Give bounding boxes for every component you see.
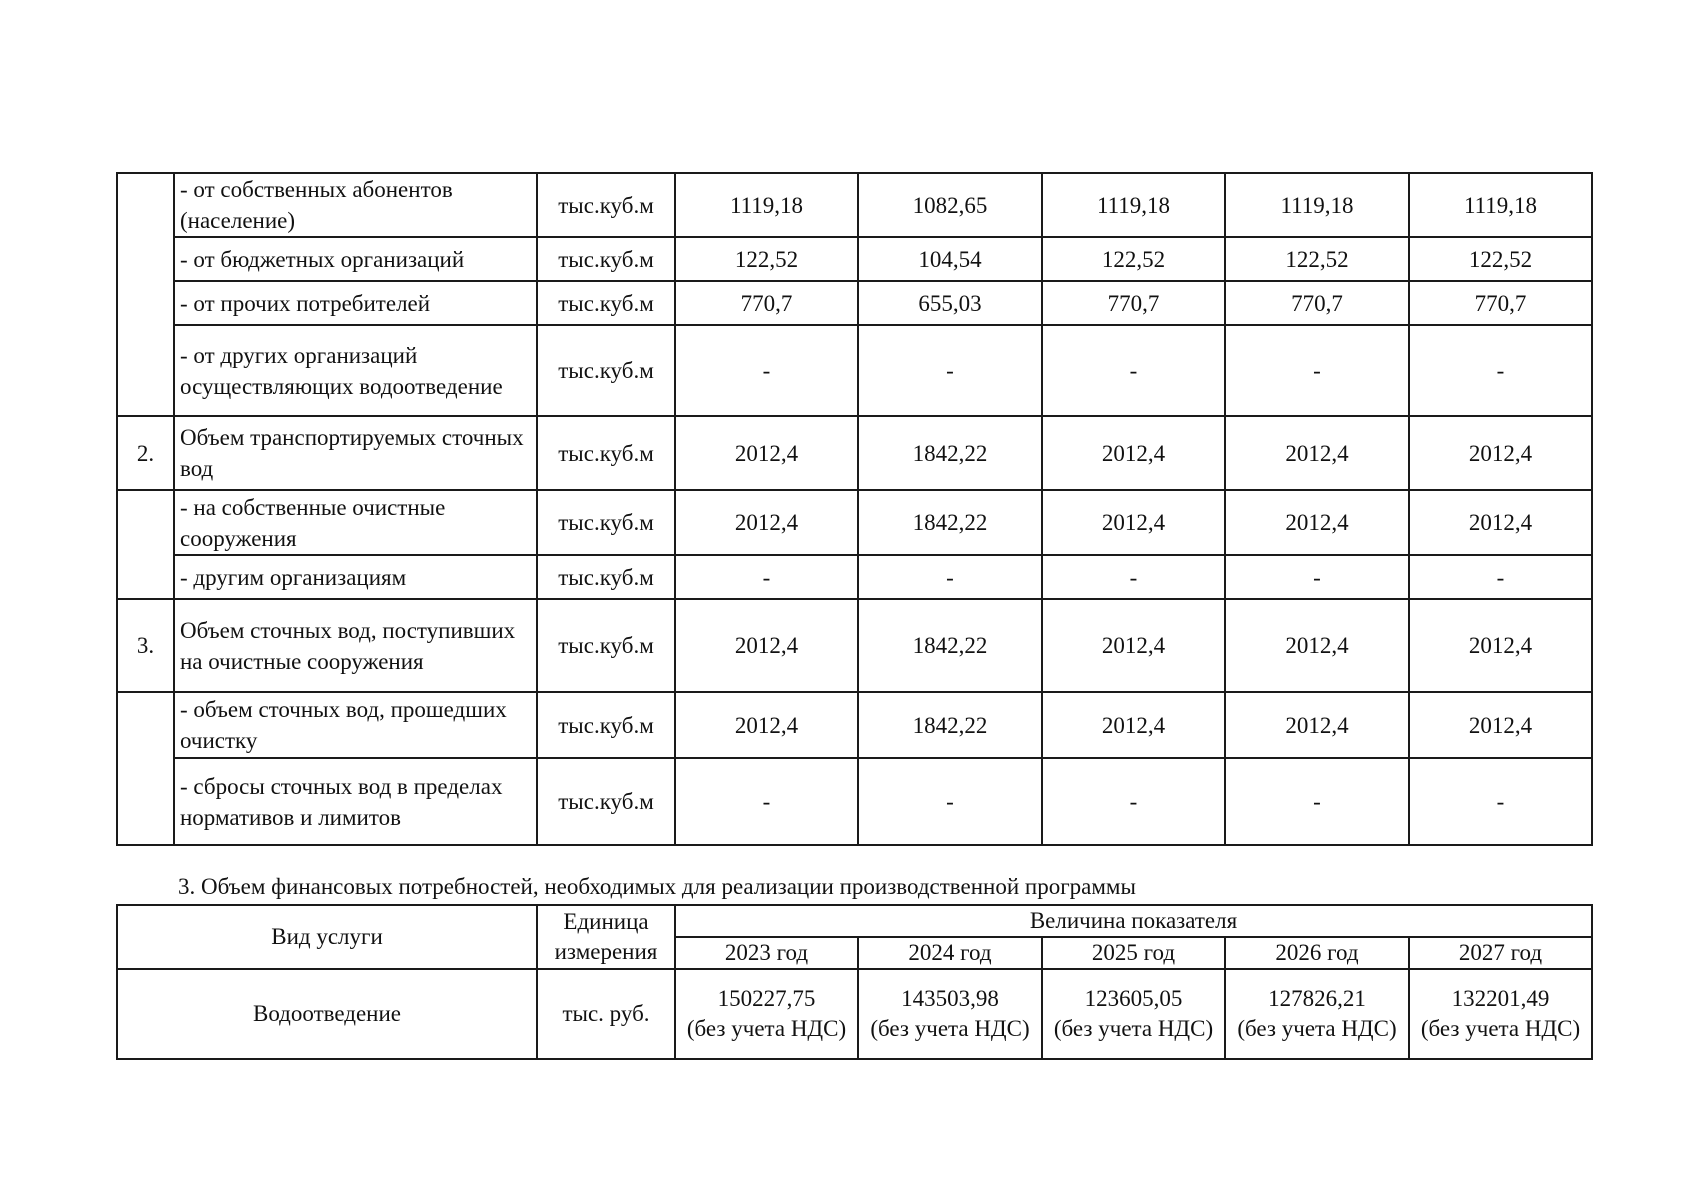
row-label: - от собственных абонентов (население): [174, 173, 537, 237]
financial-needs-table: [116, 904, 1593, 1060]
value-cell: [1409, 969, 1592, 1059]
table-row: [117, 599, 1592, 692]
value-cell: 1119,18: [1225, 173, 1409, 237]
value-cell: 2012,4: [1225, 692, 1409, 758]
value-cell: 2012,4: [675, 692, 858, 758]
value-amount: 150227,75: [717, 986, 816, 1011]
table-row: [117, 173, 1592, 237]
header-service-type: Вид услуги: [117, 905, 537, 969]
value-amount: 123605,05: [1084, 986, 1183, 1011]
value-cell: 2012,4: [1042, 599, 1225, 692]
value-cell: [1225, 969, 1409, 1059]
value-cell: -: [1225, 555, 1409, 599]
value-cell: 770,7: [675, 281, 858, 325]
header-year: 2023 год: [675, 937, 858, 969]
value-cell: 2012,4: [675, 599, 858, 692]
value-cell: -: [1409, 325, 1592, 416]
value-cell: 1842,22: [858, 416, 1042, 490]
row-number: 3.: [117, 599, 174, 692]
row-label: - от других организаций осуществляющих водоотведение: [174, 325, 537, 416]
value-cell: 1119,18: [1409, 173, 1592, 237]
table-row: [117, 758, 1592, 845]
value-cell: 1842,22: [858, 692, 1042, 758]
header-year: 2025 год: [1042, 937, 1225, 969]
row-unit: тыс.куб.м: [537, 173, 675, 237]
row-unit: тыс.куб.м: [537, 325, 675, 416]
value-cell: 2012,4: [1409, 490, 1592, 555]
row-unit: тыс.куб.м: [537, 237, 675, 281]
value-cell: 2012,4: [675, 416, 858, 490]
header-year: 2024 год: [858, 937, 1042, 969]
service-name: Водоотведение: [117, 969, 537, 1059]
row-unit: тыс.куб.м: [537, 758, 675, 845]
value-cell: 2012,4: [1225, 599, 1409, 692]
value-cell: -: [675, 325, 858, 416]
row-unit: тыс.куб.м: [537, 599, 675, 692]
header-row: [117, 905, 1592, 937]
value-cell: -: [858, 555, 1042, 599]
table-row: [117, 555, 1592, 599]
table-row: [117, 325, 1592, 416]
row-unit: тыс.куб.м: [537, 281, 675, 325]
value-cell: 104,54: [858, 237, 1042, 281]
value-note: (без учета НДС): [1237, 1016, 1397, 1041]
value-cell: -: [858, 758, 1042, 845]
value-amount: 127826,21: [1268, 986, 1366, 1011]
value-cell: [675, 969, 858, 1059]
value-cell: 2012,4: [675, 490, 858, 555]
row-unit: тыс.куб.м: [537, 692, 675, 758]
value-cell: 1082,65: [858, 173, 1042, 237]
value-note: (без учета НДС): [1420, 1016, 1581, 1041]
row-label: - от бюджетных организаций: [174, 237, 537, 281]
value-amount: 143503,98: [901, 986, 999, 1011]
value-cell: -: [675, 555, 858, 599]
value-cell: 2012,4: [1042, 692, 1225, 758]
row-label: - на собственные очистные сооружения: [174, 490, 537, 555]
row-unit: тыс.куб.м: [537, 416, 675, 490]
section-title: 3. Объем финансовых потребностей, необходимых для реализации производственной программы: [178, 874, 1136, 899]
row-number: [117, 173, 174, 416]
value-cell: 770,7: [1042, 281, 1225, 325]
table-row: [117, 281, 1592, 325]
row-label: - сбросы сточных вод в пределах нормативов и лимитов: [174, 758, 537, 845]
value-cell: -: [858, 325, 1042, 416]
row-unit: тыс.куб.м: [537, 555, 675, 599]
volume-table: [116, 172, 1593, 846]
value-cell: -: [675, 758, 858, 845]
row-number: [117, 490, 174, 599]
row-unit: тыс.куб.м: [537, 490, 675, 555]
value-cell: 1119,18: [675, 173, 858, 237]
value-cell: [1042, 969, 1225, 1059]
value-amount: 132201,49: [1451, 986, 1550, 1011]
row-label: Объем транспортируемых сточных вод: [174, 416, 537, 490]
value-cell: -: [1225, 758, 1409, 845]
value-cell: -: [1042, 555, 1225, 599]
value-cell: 122,52: [1042, 237, 1225, 281]
value-cell: 122,52: [675, 237, 858, 281]
value-cell: 2012,4: [1225, 416, 1409, 490]
value-cell: 122,52: [1409, 237, 1592, 281]
value-cell: [858, 969, 1042, 1059]
header-indicator: Величина показателя: [675, 905, 1592, 937]
value-cell: 770,7: [1225, 281, 1409, 325]
table-row: [117, 692, 1592, 758]
value-cell: -: [1042, 325, 1225, 416]
value-cell: 2012,4: [1042, 490, 1225, 555]
value-cell: -: [1042, 758, 1225, 845]
table-row: [117, 969, 1592, 1059]
table-row: [117, 416, 1592, 490]
row-unit: тыс. руб.: [537, 969, 675, 1059]
value-cell: -: [1225, 325, 1409, 416]
value-cell: 2012,4: [1409, 692, 1592, 758]
value-cell: 655,03: [858, 281, 1042, 325]
value-cell: 2012,4: [1409, 416, 1592, 490]
row-label: - другим организациям: [174, 555, 537, 599]
value-note: (без учета НДС): [1053, 1016, 1214, 1041]
value-cell: 122,52: [1225, 237, 1409, 281]
value-cell: 1119,18: [1042, 173, 1225, 237]
row-label: - от прочих потребителей: [174, 281, 537, 325]
header-year: 2026 год: [1225, 937, 1409, 969]
header-year: 2027 год: [1409, 937, 1592, 969]
header-unit: Единица измерения: [537, 905, 675, 969]
value-cell: 2012,4: [1409, 599, 1592, 692]
value-cell: 2012,4: [1042, 416, 1225, 490]
value-note: (без учета НДС): [686, 1016, 847, 1041]
value-note: (без учета НДС): [870, 1016, 1030, 1041]
row-number: 2.: [117, 416, 174, 490]
table-row: [117, 237, 1592, 281]
value-cell: 2012,4: [1225, 490, 1409, 555]
value-cell: 1842,22: [858, 599, 1042, 692]
value-cell: -: [1409, 758, 1592, 845]
row-number: [117, 692, 174, 845]
row-label: - объем сточных вод, прошедших очистку: [174, 692, 537, 758]
value-cell: 770,7: [1409, 281, 1592, 325]
table-row: [117, 490, 1592, 555]
value-cell: 1842,22: [858, 490, 1042, 555]
row-label: Объем сточных вод, поступивших на очистные сооружения: [174, 599, 537, 692]
value-cell: -: [1409, 555, 1592, 599]
